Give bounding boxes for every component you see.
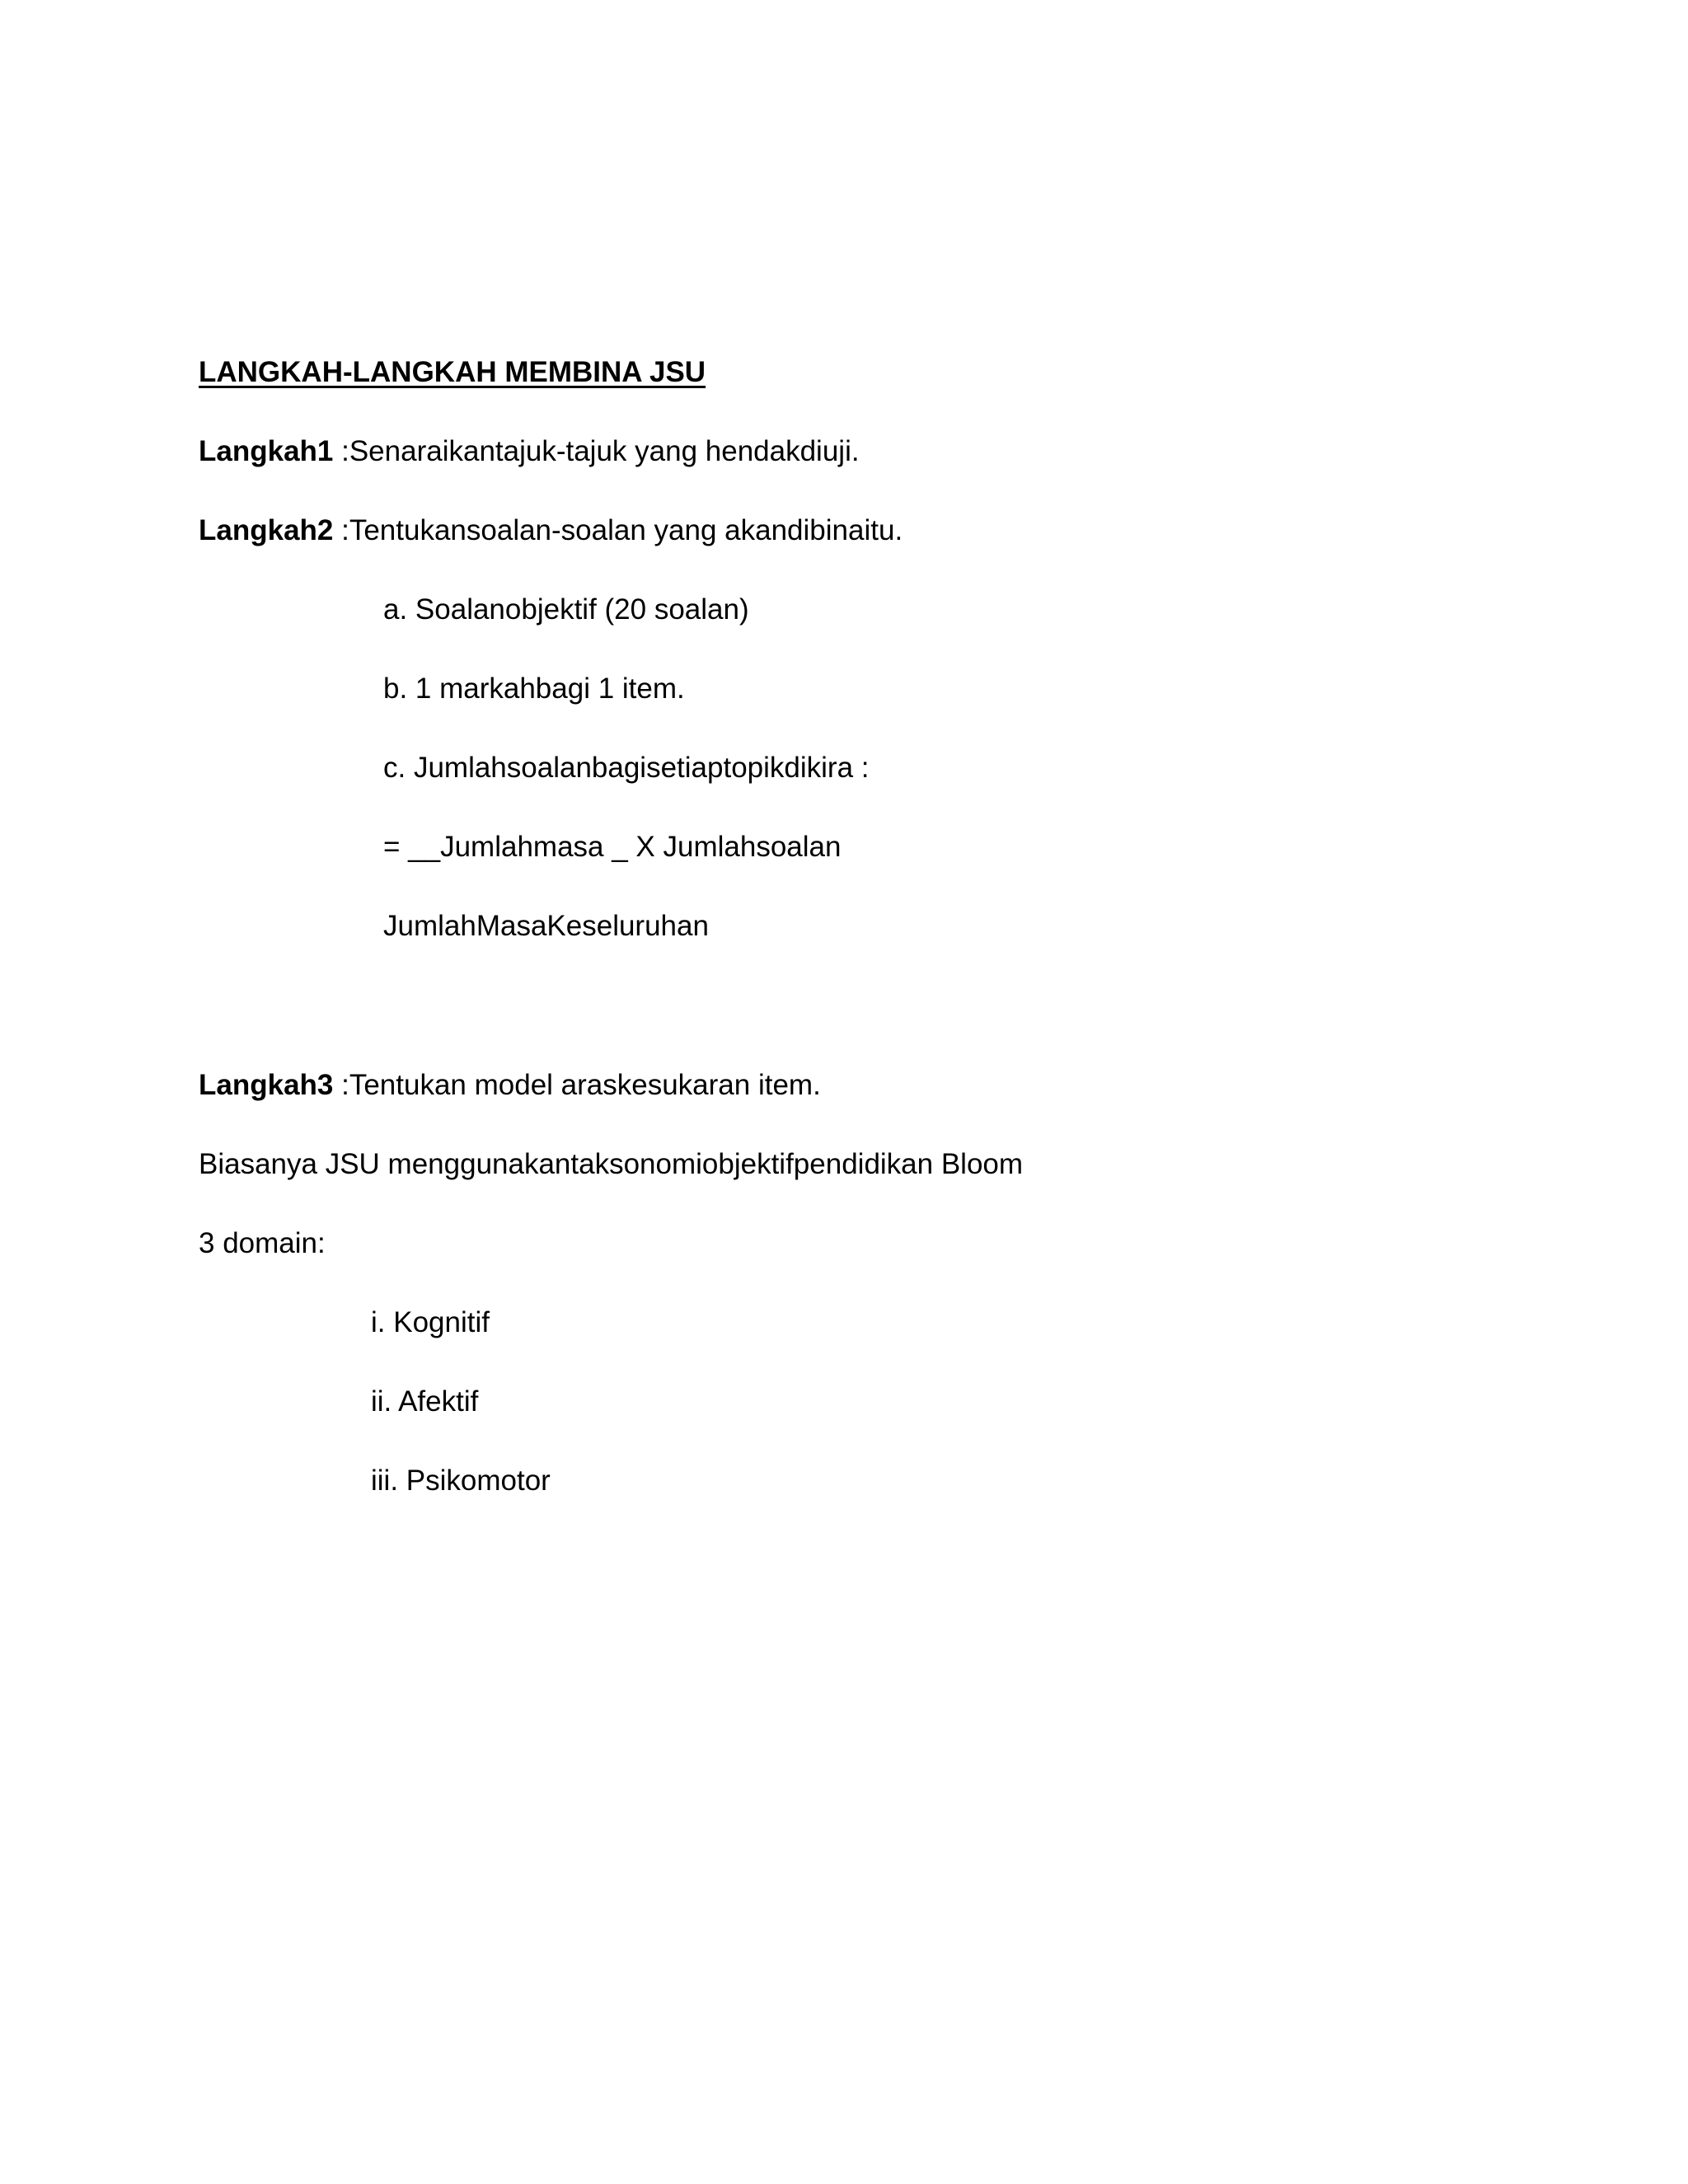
document-title: LANGKAH-LANGKAH MEMBINA JSU [199,356,706,388]
step2-label: Langkah2 [199,514,334,546]
domains-heading: 3 domain: [199,1227,326,1259]
step3-line [199,1067,821,1104]
step2-item-c: c. Jumlahsoalanbagisetiaptopikdikira : [383,752,870,784]
formula-line-1: = __Jumlahmasa _ X Jumlahsoalan [383,831,842,863]
step2-text: :Tentukansoalan-soalan yang akandibinaitu. [333,514,903,546]
step1-label: Langkah1 [199,435,334,467]
step3-text: :Tentukan model araskesukaran item. [333,1069,821,1101]
step2-line [199,513,903,549]
domain-item-afektif: ii. Afektif [371,1385,479,1418]
step2-item-b: b. 1 markahbagi 1 item. [383,673,685,705]
formula-line-2: JumlahMasaKeseluruhan [383,910,709,942]
domain-item-psikomotor: iii. Psikomotor [371,1465,551,1497]
step3-label: Langkah3 [199,1069,334,1101]
step1-line [199,434,860,470]
step2-item-a: a. Soalanobjektif (20 soalan) [383,593,749,626]
step1-text: :Senaraikantajuk-tajuk yang hendakdiuji. [333,435,860,467]
step3-note: Biasanya JSU menggunakantaksonomiobjektifpendidikan Bloom [199,1148,1024,1180]
domain-item-kognitif: i. Kognitif [371,1306,490,1338]
